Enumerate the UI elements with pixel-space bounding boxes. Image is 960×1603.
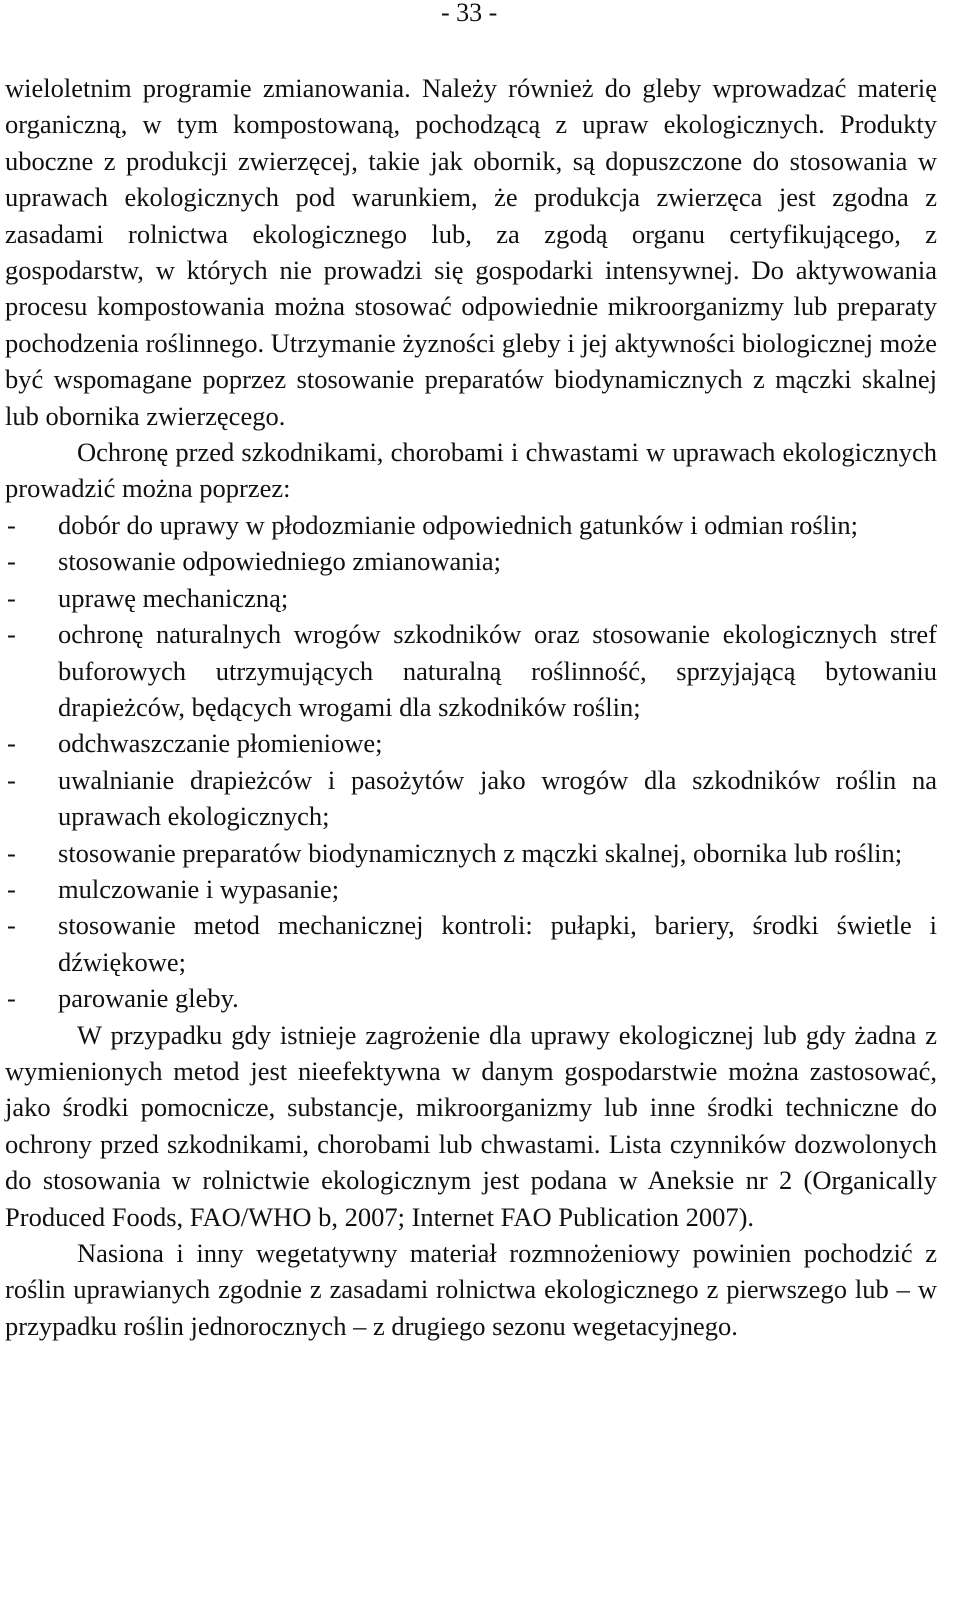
list-item-text: mulczowanie i wypasanie; — [58, 873, 340, 904]
list-item — [5, 507, 937, 543]
list-item — [5, 871, 937, 907]
list-item — [5, 762, 937, 835]
list-item-text: stosowanie metod mechanicznej kontroli: pułapki, bariery, środki świetle i dźwiękowe; — [58, 910, 937, 977]
protection-methods-list — [5, 507, 937, 1017]
list-item — [5, 907, 937, 980]
list-item-text: odchwaszczanie płomieniowe; — [58, 728, 383, 759]
list-item-text: stosowanie odpowiedniego zmianowania; — [58, 546, 502, 577]
list-item — [5, 725, 937, 761]
list-item-text: dobór do uprawy w płodozmianie odpowiednich gatunków i odmian roślin; — [58, 509, 859, 540]
list-item — [5, 835, 937, 871]
list-dash: - — [7, 728, 16, 759]
paragraph-protection-intro: Ochronę przed szkodnikami, chorobami i chwastami w uprawach ekologicznych prowadzić można poprzez: — [5, 437, 937, 504]
page-number: - 33 - — [441, 0, 498, 27]
list-dash: - — [7, 509, 16, 540]
list-item-text: stosowanie preparatów biodynamicznych z mączki skalnej, obornika lub roślin; — [58, 837, 903, 868]
list-item — [5, 980, 937, 1016]
list-dash: - — [7, 910, 16, 941]
paragraph-soil-fertility: wieloletnim programie zmianowania. Należy również do gleby wprowadzać materię organiczną, w tym kompostowaną, pochodzącą z upraw ekologicznych. Produkty uboczne z produkcji zwierzęcej, takie jak obornik, są dopuszczone do stosowania w uprawach ekologicznych pod warunkiem, że produkcja zwierzęca jest zgodna z zasadami rolnictwa ekologicznego lub, za zgodą organu certyfikującego, z gospodarstw, w których nie prowadzi się gospodarki intensywnej. Do aktywowania procesu kompostowania można stosować odpowiednie mikroorganizmy lub preparaty pochodzenia roślinnego. Utrzymanie żyzności gleby i jej aktywności biologicznej może być wspomagane poprzez stosowanie preparatów biodynamicznych z mączki skalnej lub obornika zwierzęcego. — [5, 73, 937, 431]
list-dash: - — [7, 619, 16, 650]
list-dash: - — [7, 582, 16, 613]
page-content — [5, 70, 937, 1344]
list-dash: - — [7, 837, 16, 868]
list-dash: - — [7, 764, 16, 795]
list-dash: - — [7, 983, 16, 1014]
list-dash: - — [7, 873, 16, 904]
list-item — [5, 543, 937, 579]
list-item-text: uwalnianie drapieżców i pasożytów jako wrogów dla szkodników roślin na uprawach ekologicznych; — [58, 764, 937, 832]
list-item — [5, 616, 937, 725]
list-dash: - — [7, 546, 16, 577]
paragraph-auxiliary-measures: W przypadku gdy istnieje zagrożenie dla uprawy ekologicznej lub gdy żadna z wymienionych metod jest nieefektywna w danym gospodarstwie można zastosować, jako środki pomocnicze, substancje, mikroorganizmy lub inne środki techniczne do ochrony przed szkodnikami, chorobami lub chwastami. Lista czynników dozwolonych do stosowania w rolnictwie ekologicznym jest podana w Aneksie nr 2 (Organically Produced Foods, FAO/WHO b, 2007; Internet FAO Publication 2007). — [5, 1019, 937, 1232]
list-item — [5, 580, 937, 616]
list-item-text: uprawę mechaniczną; — [58, 582, 289, 613]
paragraph-seeds: Nasiona i inny wegetatywny materiał rozmnożeniowy powinien pochodzić z roślin uprawianych zgodnie z zasadami rolnictwa ekologicznego z pierwszego lub – w przypadku roślin jednorocznych – z drugiego sezonu wegetacyjnego. — [5, 1238, 937, 1341]
list-item-text: parowanie gleby. — [58, 983, 239, 1014]
list-item-text: ochronę naturalnych wrogów szkodników oraz stosowanie ekologicznych stref buforowych utrzymujących naturalną roślinność, sprzyjającą bytowaniu drapieżców, będących wrogami dla szkodników roślin; — [58, 619, 937, 722]
